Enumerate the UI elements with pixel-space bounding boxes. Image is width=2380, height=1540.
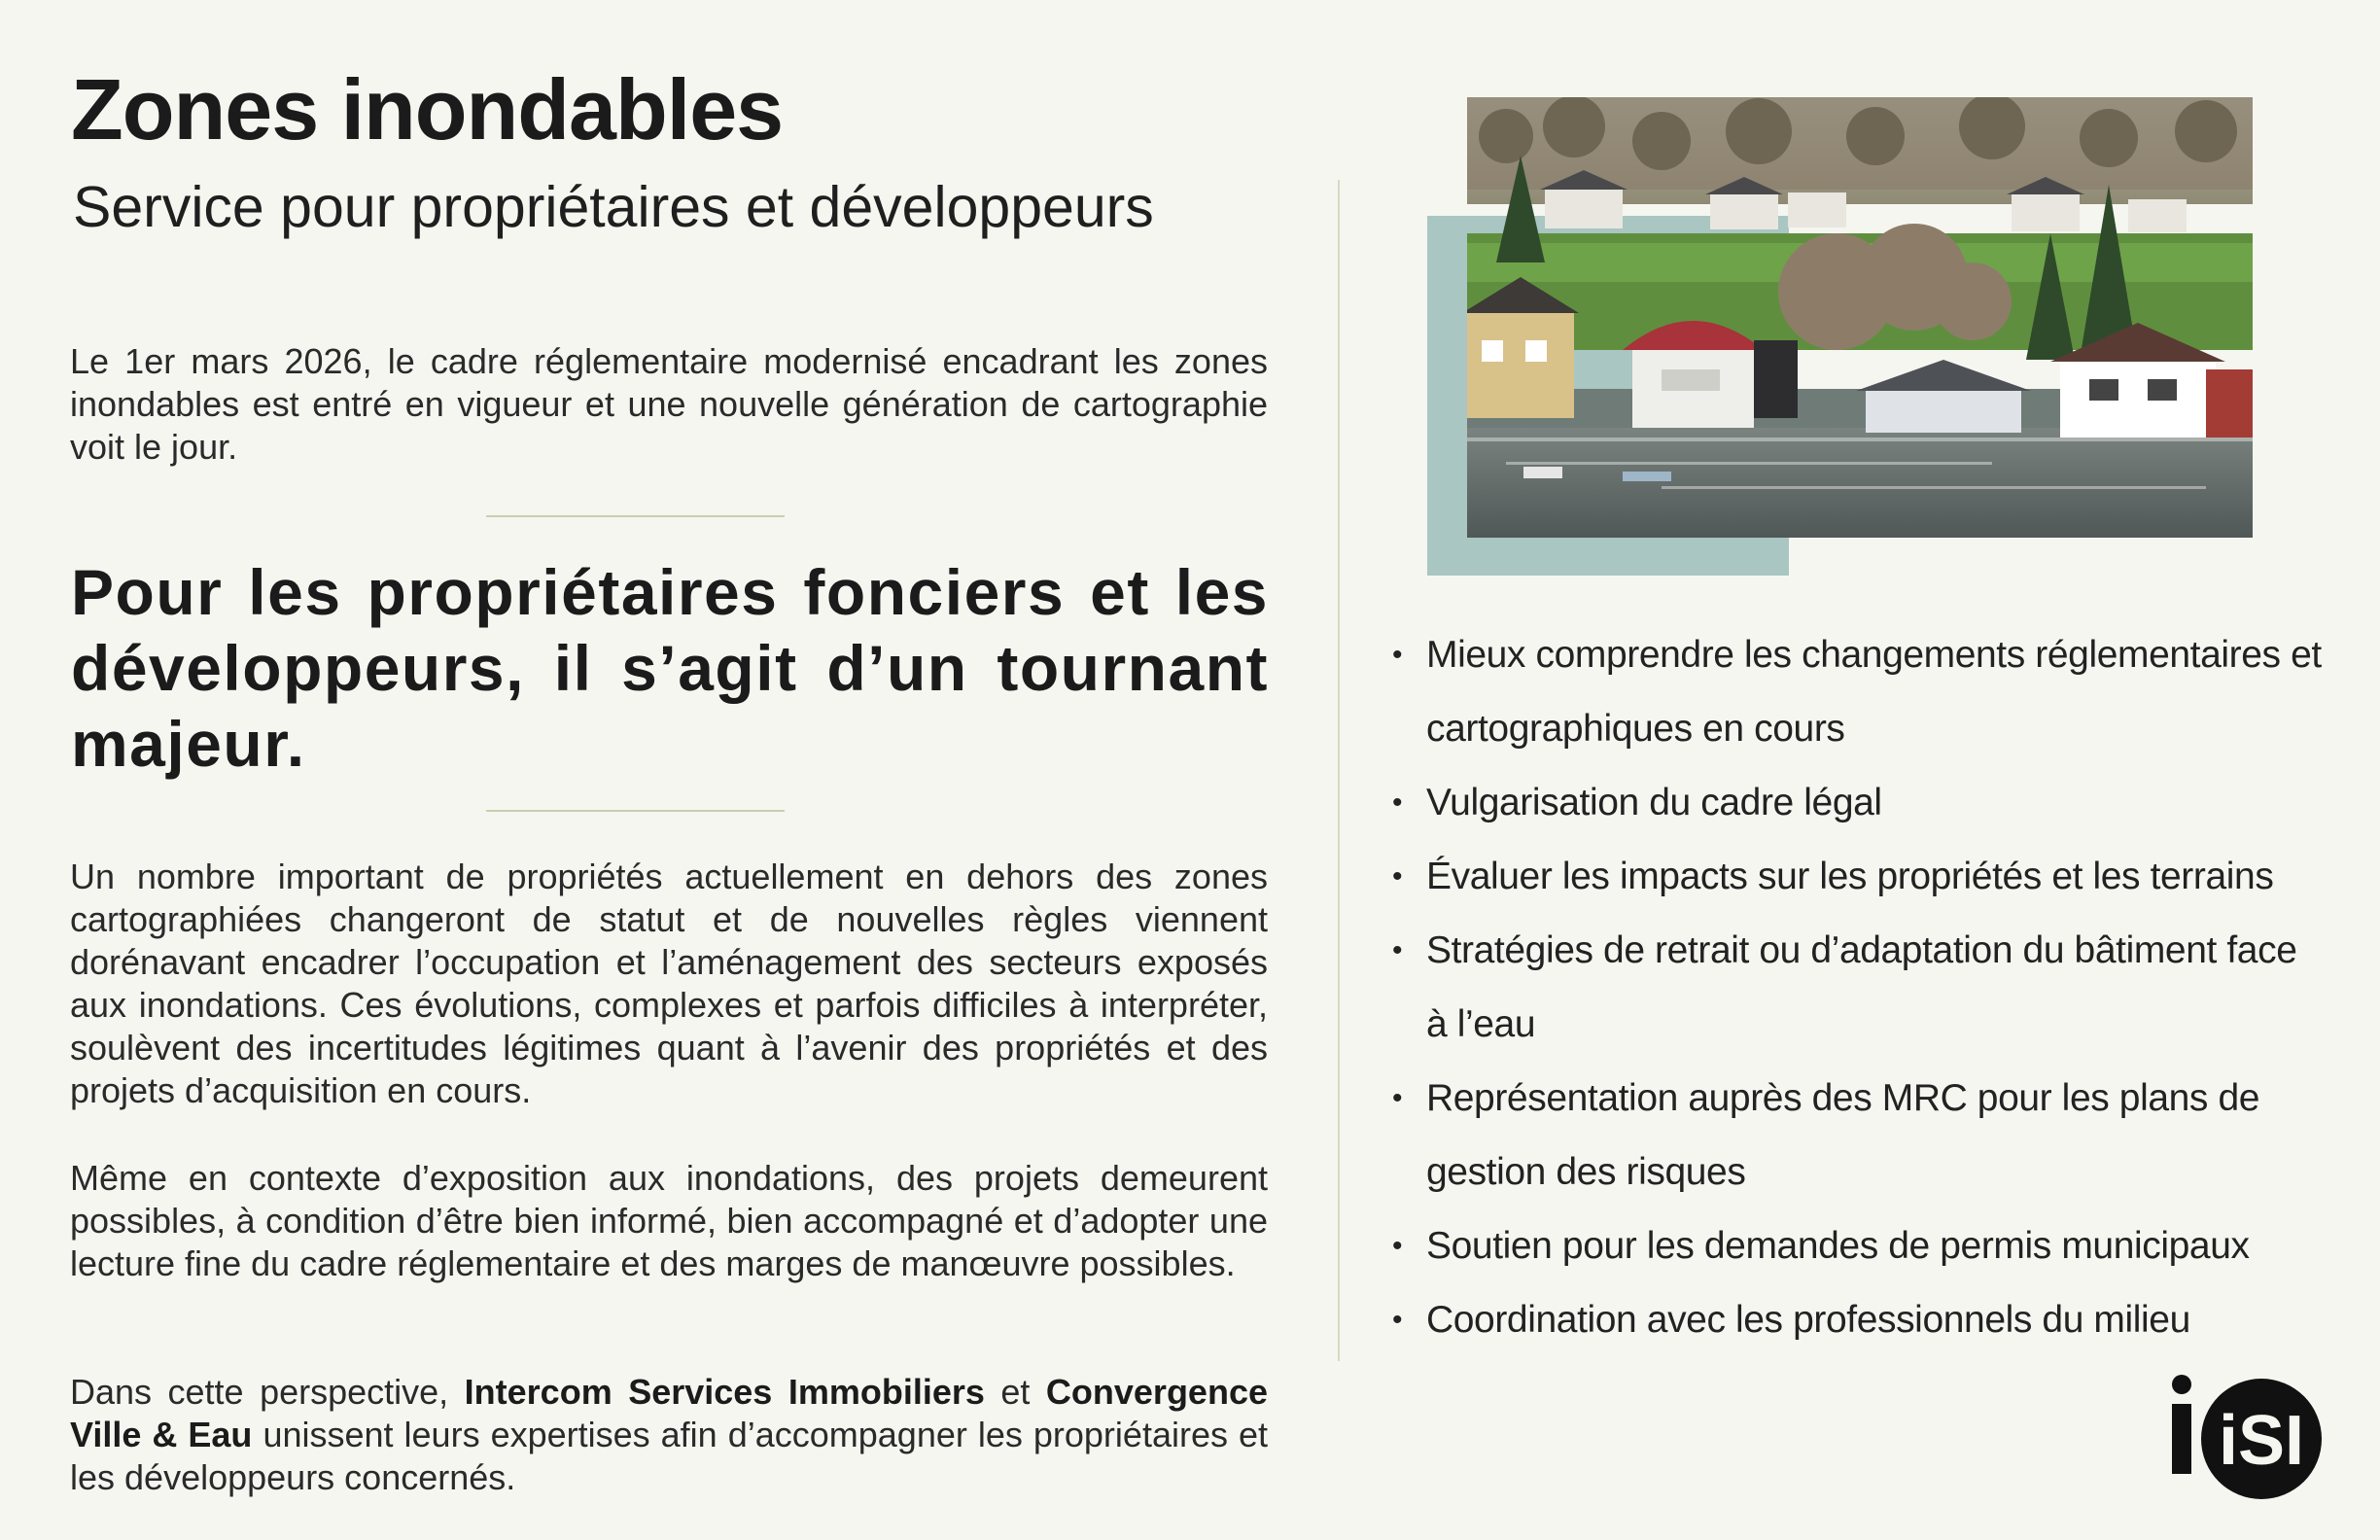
page-title: Zones inondables [71, 61, 784, 158]
list-item: • Soutien pour les demandes de permis municipaux [1392, 1209, 2326, 1283]
body-paragraph-3 [70, 1371, 1268, 1499]
photo-block [1427, 97, 2254, 579]
body-paragraph-1: Un nombre important de propriétés actuellement en dehors des zones cartographiées changeront de statut et de nouvelles règles viennent dorénavant encadrer l’occupation et l’aménagement des secteurs exposés aux inondations. Ces évolutions, complexes et parfois difficiles à interpréter, soulèvent des incertitudes légitimes quant à l’avenir des propriétés et des projets d’acquisition en cours. [70, 857, 1268, 1110]
logo-text: iSI [2218, 1402, 2305, 1480]
list-item: • Coordination avec les professionnels du milieu [1392, 1283, 2326, 1357]
body3-suffix: unissent leurs expertises afin d’accompagner les propriétaires et les développeurs concernés. [70, 1415, 1269, 1497]
services-list [1392, 618, 2326, 1357]
page-subtitle: Service pour propriétaires et développeurs [73, 175, 1154, 239]
intro-paragraph: Le 1er mars 2026, le cadre réglementaire modernisé encadrant les zones inondables est entré en vigueur et une nouvelle génération de cartographie voit le jour. [70, 341, 1268, 467]
body3-prefix: Dans cette perspective, [70, 1372, 465, 1412]
column-divider [1338, 180, 1340, 1361]
list-item: • Stratégies de retrait ou d’adaptation du bâtiment face à l’eau [1392, 914, 2326, 1062]
flooded-houses-photo [1467, 97, 2253, 538]
partner-convergence: Convergence Ville & Eau [70, 1372, 1268, 1454]
partner-intercom: Intercom Services Immobiliers [464, 1372, 985, 1412]
list-item: • Évaluer les impacts sur les propriétés et les terrains [1392, 840, 2326, 914]
list-item: • Représentation auprès des MRC pour les plans de gestion des risques [1392, 1062, 2326, 1209]
body-paragraph-2: Même en contexte d’exposition aux inondations, des projets demeurent possibles, à condition d’être bien informé, bien accompagné et d’adopter une lecture fine du cadre réglementaire et des marges de manœuvre possibles. [70, 1158, 1268, 1283]
body3-and: et [984, 1372, 1046, 1412]
list-item: • Mieux comprendre les changements réglementaires et cartographiques en cours [1392, 618, 2326, 766]
separator-bottom [486, 810, 785, 812]
isi-logo [2168, 1371, 2324, 1507]
separator-top [486, 515, 785, 517]
list-item: • Vulgarisation du cadre légal [1392, 766, 2326, 840]
headline: Pour les propriétaires fonciers et les développeurs, il s’agit d’un tournant majeur. [71, 556, 1269, 780]
